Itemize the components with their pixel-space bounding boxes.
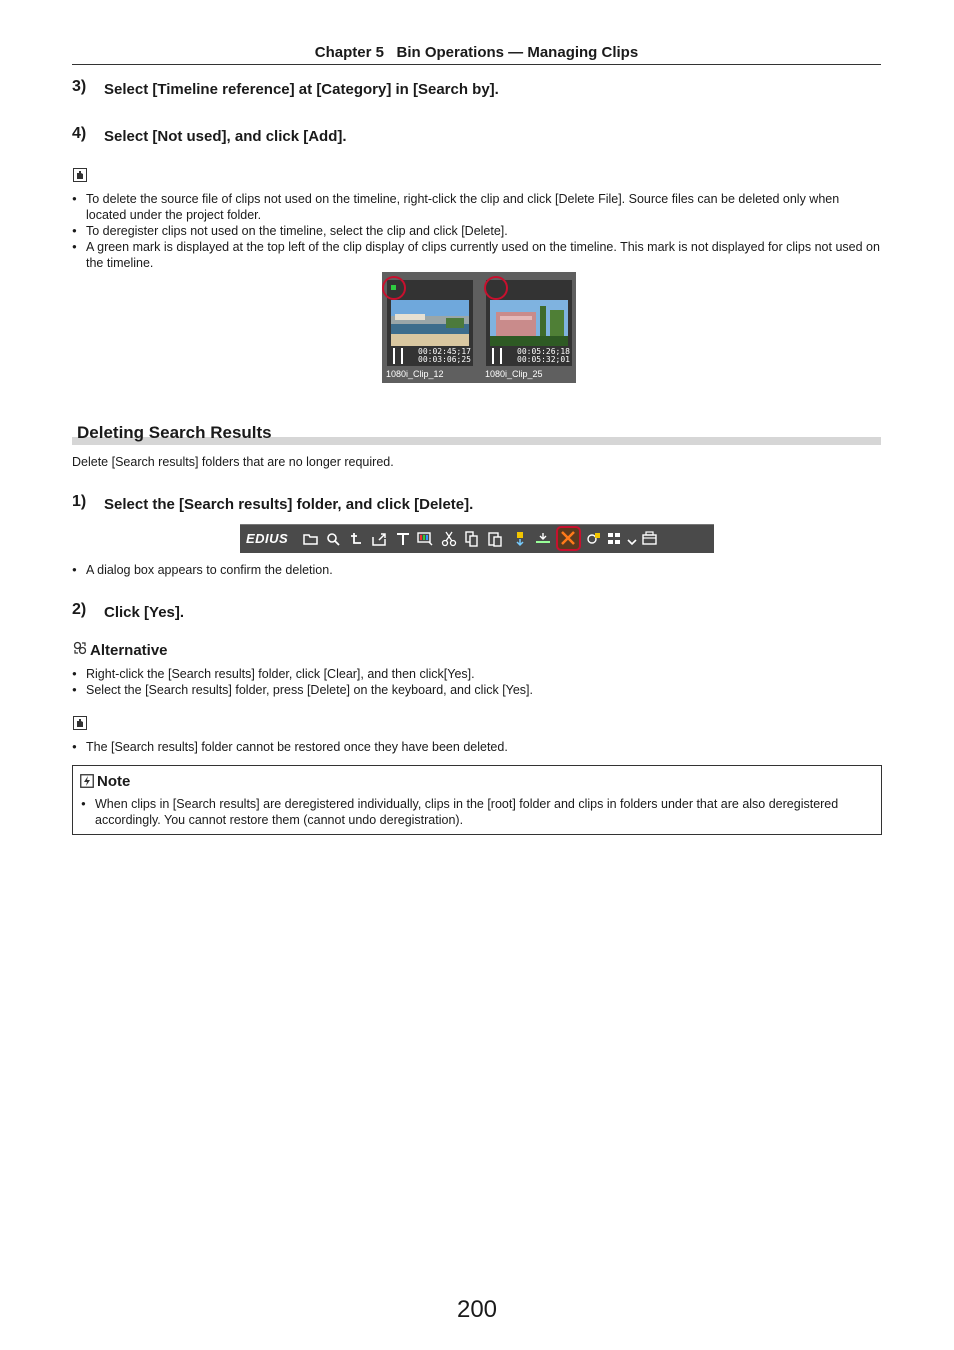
clip-thumbnail <box>490 300 568 346</box>
clip-thumbnail <box>391 300 469 346</box>
bullet-item: ● Right-click the [Search results] folder, click [Clear], and then click[Yes]. <box>72 666 882 682</box>
note-box <box>72 765 882 835</box>
bullet-item: ● To deregister clips not used on the timeline, select the clip and click [Delete]. <box>72 223 882 239</box>
clip-timecode-out: 00:05:32;01 <box>517 355 570 364</box>
page-number: 200 <box>456 1296 498 1323</box>
clip-timecode-in: 00:05:26;18 <box>517 347 570 356</box>
step-text: Select [Not used], and click [Add]. <box>104 128 347 145</box>
note-bullets <box>81 796 876 828</box>
alternative-title: Alternative <box>90 642 168 659</box>
delete-x-icon <box>558 528 578 548</box>
edius-logo: EDIUS <box>246 531 289 546</box>
properties-icon[interactable] <box>584 530 602 548</box>
clip-thumbnails-figure <box>382 272 576 383</box>
copy-icon[interactable] <box>463 530 481 548</box>
cut-icon[interactable] <box>440 530 458 548</box>
note-title: Note <box>97 773 131 790</box>
bin-toolbar <box>240 524 714 553</box>
up-folder-icon[interactable] <box>348 530 366 548</box>
delete-button[interactable] <box>556 526 581 551</box>
search-icon[interactable] <box>324 530 342 548</box>
memo-bullets <box>72 739 882 755</box>
step-number: 2) <box>72 601 87 618</box>
open-clip-icon[interactable] <box>371 530 389 548</box>
color-bars-icon[interactable] <box>416 530 434 548</box>
section-title: Deleting Search Results <box>77 423 272 442</box>
clip-timecode-out: 00:03:06;25 <box>418 355 471 364</box>
chevron-down-icon[interactable] <box>624 530 642 548</box>
title-icon[interactable] <box>394 530 412 548</box>
memo-icon <box>73 168 87 182</box>
clip-name: 1080i_Clip_12 <box>386 369 444 379</box>
section-intro: Delete [Search results] folders that are no longer required. <box>72 455 394 469</box>
chapter-header <box>72 44 881 65</box>
step-number: 3) <box>72 78 87 95</box>
paste-icon[interactable] <box>486 530 504 548</box>
bullet-item: ● When clips in [Search results] are deregistered individually, clips in the [root] folder and clips in folders under that are also deregistered accordingly. You cannot restore them (cannot undo deregistration). <box>81 796 876 828</box>
alternative-bullets <box>72 666 882 698</box>
note-icon <box>80 774 94 788</box>
film-icon <box>393 348 403 364</box>
step-number: 1) <box>72 493 87 510</box>
folder-icon[interactable] <box>302 530 320 548</box>
insert-icon[interactable] <box>534 530 552 548</box>
bullet-item: ● A green mark is displayed at the top left of the clip display of clips currently used on the timeline. This mark is not displayed for clips not used on the timeline. <box>72 239 882 271</box>
step-text: Click [Yes]. <box>104 604 185 621</box>
chapter-label: Chapter 5 <box>314 44 384 61</box>
highlight-ring <box>382 276 406 300</box>
chapter-title: Bin Operations — Managing Clips <box>396 44 639 61</box>
add-to-timeline-icon[interactable] <box>512 530 530 548</box>
bullet-item: ● Select the [Search results] folder, press [Delete] on the keyboard, and click [Yes]. <box>72 682 882 698</box>
alternative-icon <box>73 641 87 655</box>
step-result-bullets <box>72 562 882 578</box>
bullet-item: ● To delete the source file of clips not used on the timeline, right-click the clip and click [Delete File]. Source files can be deleted only when located under the project folder. <box>72 191 882 223</box>
used-mark-icon <box>391 285 396 290</box>
highlight-ring <box>484 276 508 300</box>
step-text: Select [Timeline reference] at [Category] in [Search by]. <box>104 81 499 98</box>
clip-timecode-in: 00:02:45;17 <box>418 347 471 356</box>
step-number: 4) <box>72 125 87 142</box>
memo-icon <box>73 716 87 730</box>
step-text: Select the [Search results] folder, and click [Delete]. <box>104 496 474 513</box>
bullet-item: ● A dialog box appears to confirm the deletion. <box>72 562 882 578</box>
clip-name: 1080i_Clip_25 <box>485 369 543 379</box>
bullet-item: ● The [Search results] folder cannot be restored once they have been deleted. <box>72 739 882 755</box>
film-icon <box>492 348 502 364</box>
bin-window-icon[interactable] <box>641 530 659 548</box>
view-mode-icon[interactable] <box>606 530 624 548</box>
memo-bullets <box>72 191 882 271</box>
